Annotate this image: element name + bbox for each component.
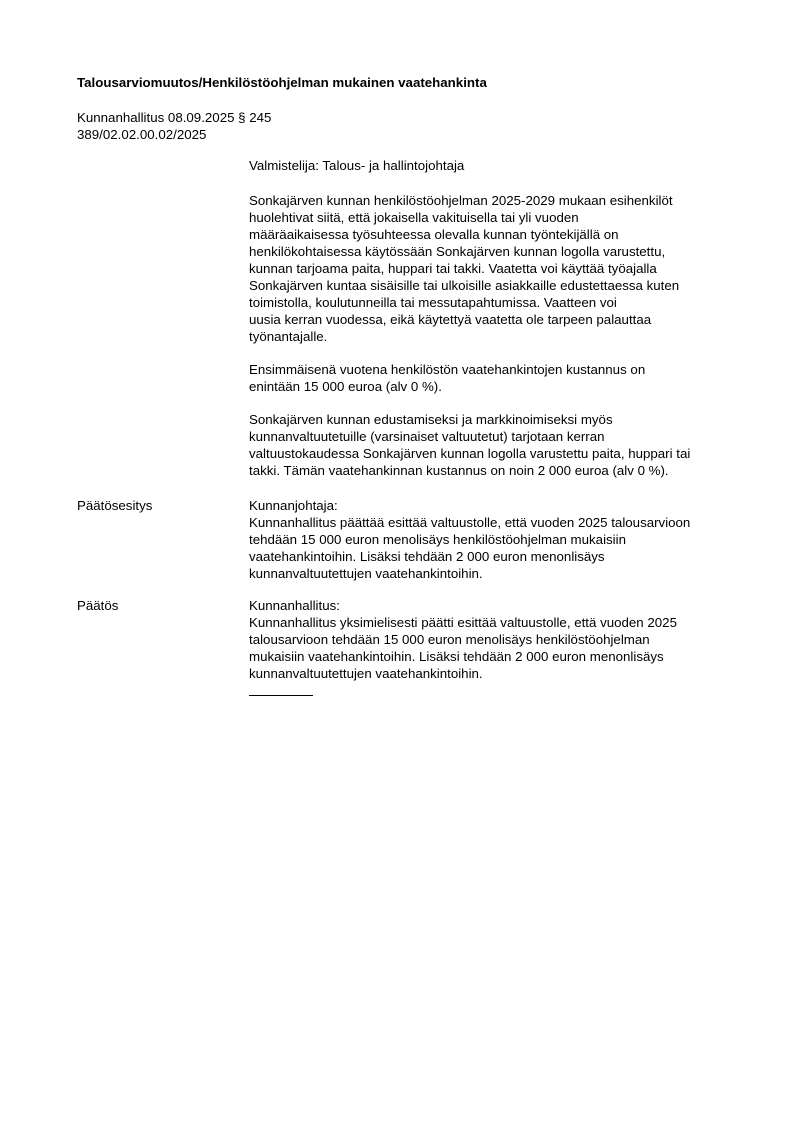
proposal-label: Päätösesitys xyxy=(77,498,153,513)
text-line: vaatehankintoihin. Lisäksi tehdään 2 000 euron menonlisäys xyxy=(249,549,605,564)
text-line: uusia kerran vuodessa, eikä käytettyä vaatetta ole tarpeen palauttaa xyxy=(249,312,652,327)
text-line: mukaisiin vaatehankintoihin. Lisäksi tehdään 2 000 euron menonlisäys xyxy=(249,649,664,664)
text-line: huolehtivat siitä, että jokaisella vakituisella tai yli vuoden xyxy=(249,210,579,225)
text-line: kunnanvaltuutettujen vaatehankintoihin. xyxy=(249,566,483,581)
paragraph-3 xyxy=(249,411,749,479)
decision-text xyxy=(249,597,749,682)
paragraph-1 xyxy=(249,192,749,345)
text-line: Kunnanhallitus: xyxy=(249,598,340,613)
case-number: 389/02.02.00.02/2025 xyxy=(77,127,207,142)
text-line: Sonkajärven kuntaa sisäisille tai ulkoisille asiakkaille edustettaessa kuten xyxy=(249,278,680,293)
preparer-text: Valmistelija: Talous- ja hallintojohtaja xyxy=(249,158,465,173)
meeting-info xyxy=(77,109,271,143)
text-line: talousarvioon tehdään 15 000 euron menolisäys henkilöstöohjelman xyxy=(249,632,650,647)
proposal-text xyxy=(249,497,749,582)
text-line: tehdään 15 000 euron menolisäys henkilöstöohjelman mukaisiin xyxy=(249,532,626,547)
text-line: toimistolla, koulutunneilla tai messutapahtumissa. Vaatteen voi xyxy=(249,295,617,310)
text-line: enintään 15 000 euroa (alv 0 %). xyxy=(249,379,442,394)
text-line: kunnanvaltuutettujen vaatehankintoihin. xyxy=(249,666,483,681)
text-line: Sonkajärven kunnan henkilöstöohjelman 2025-2029 mukaan esihenkilöt xyxy=(249,193,673,208)
signature-divider xyxy=(249,695,313,696)
text-line: Sonkajärven kunnan edustamiseksi ja markkinoimiseksi myös xyxy=(249,412,613,427)
paragraph-2 xyxy=(249,361,749,395)
text-line: henkilökohtaisessa käytössään Sonkajärven kunnan logolla varustettu, xyxy=(249,244,666,259)
text-line: Kunnanhallitus päättää esittää valtuustolle, että vuoden 2025 talousarvioon xyxy=(249,515,691,530)
text-line: kunnan tarjoama paita, huppari tai takki. Vaatetta voi käyttää työajalla xyxy=(249,261,657,276)
text-line: työnantajalle. xyxy=(249,329,328,344)
preparer-line xyxy=(249,157,749,174)
text-line: Kunnanhallitus yksimielisesti päätti esittää valtuustolle, että vuoden 2025 xyxy=(249,615,677,630)
text-line: takki. Tämän vaatehankinnan kustannus on noin 2 000 euroa (alv 0 %). xyxy=(249,463,669,478)
text-line: Ensimmäisenä vuotena henkilöstön vaatehankintojen kustannus on xyxy=(249,362,646,377)
meeting-line: Kunnanhallitus 08.09.2025 § 245 xyxy=(77,110,272,125)
decision-label: Päätös xyxy=(77,598,119,613)
text-line: valtuustokaudessa Sonkajärven kunnan logolla varustettu paita, huppari tai xyxy=(249,446,691,461)
text-line: Kunnanjohtaja: xyxy=(249,498,338,513)
text-line: kunnanvaltuutetuille (varsinaiset valtuutetut) tarjotaan kerran xyxy=(249,429,605,444)
document-title: Talousarviomuutos/Henkilöstöohjelman mukainen vaatehankinta xyxy=(77,75,487,90)
text-line: määräaikaisessa työsuhteessa olevalla kunnan työntekijällä on xyxy=(249,227,619,242)
